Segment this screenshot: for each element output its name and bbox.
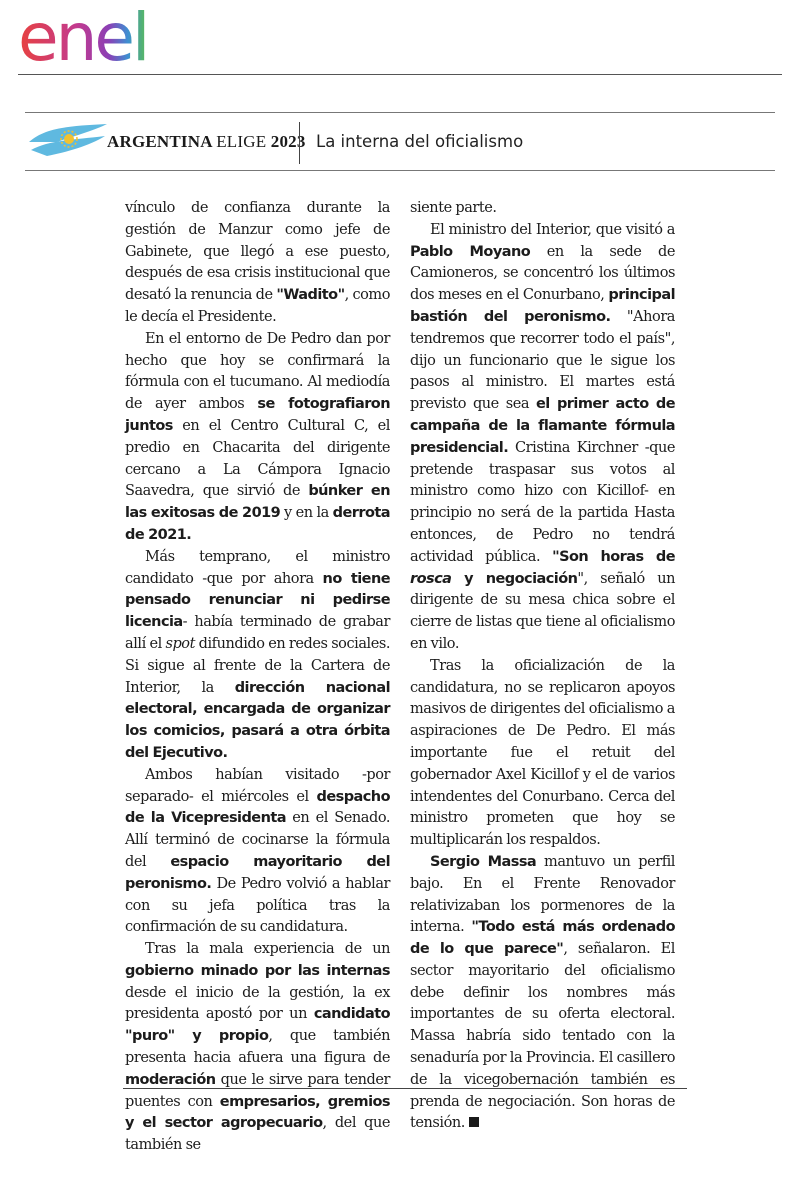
paragraph: Tras la oficialización de la candidatura, no se replicaron apoyos masivos de dirigentes del oficialismo a aspiraciones de De Pedro. El más importante fue el retuit del gobernador Axel Kicillof y el de varios intendentes del Conurbano. Cerca del ministro prometen que hoy se multiplicarán los respaldos. (410, 657, 675, 849)
argentina-elige-brand (107, 132, 306, 152)
article-column-1 (125, 198, 390, 1157)
brand-year: 2023 (270, 132, 306, 151)
enel-logo-mark (18, 4, 188, 68)
section-rule-bottom (25, 170, 775, 171)
paragraph: siente parte. (410, 200, 497, 216)
paragraph: En el entorno de De Pedro dan por hecho que hoy se confirmará la fórmula con el tucumano. Al mediodía de ayer ambos se fotografiaron juntos en el Centro Cultural C, el predio en Chacarita del dirigente cercano a La Cámpora Ignacio Saavedra, que sirvió de búnker en las exitosas de 2019 y en la derrota de 2021. (125, 330, 390, 543)
paragraph: Más temprano, el ministro candidato -que por ahora no tiene pensado renunciar ni pedirse licencia- había terminado de grabar allí el spot difundido en redes sociales. Si sigue al frente de la Cartera de Interior, la dirección nacional electoral, encargada de organizar los comicios, pasará a otra órbita del Ejecutivo. (125, 548, 391, 761)
article-column-2 (410, 198, 675, 1135)
end-of-article-mark (469, 1117, 479, 1127)
brand-word: ELIGE (216, 132, 267, 151)
section-divider (299, 122, 300, 164)
paragraph: El ministro del Interior, que visitó a Pablo Moyano en la sede de Camioneros, se concentró los últimos dos meses en el Conurbano, principal bastión del peronismo. "Ahora tendremos que recorrer todo el país", dijo un funcionario que le sigue los pasos al ministro. El martes está previsto que sea el primer acto de campaña de la flamante fórmula presidencial. Cristina Kirchner -que pretende traspasar sus votos al ministro como hizo con Kicillof- en principio no será de la partida Hasta entonces, de Pedro no tendrá actividad pública. "Son horas de rosca y negociación", señaló un dirigente de su mesa chica sobre el cierre de listas que tiene al oficialismo en vilo. (410, 221, 676, 652)
paragraph: Ambos habían visitado -por separado- el miércoles el despacho de la Vicepresidenta en el Senado. Allí terminó de cocinarse la fórmula del espacio mayoritario del peronismo. De Pedro volvió a hablar con su jefa política tras la confirmación de su candidatura. (125, 766, 391, 936)
enel-logo (18, 4, 188, 68)
section-rule-top (25, 112, 775, 113)
paragraph: Sergio Massa mantuvo un perfil bajo. En el Frente Renovador relativizaban los pormenores de la interna. "Todo está más ordenado de lo que parece", señalaron. El sector mayoritario del oficialismo debe definir los nombres más importantes de su oferta electoral. Massa habría sido tentado con la senaduría por la Provincia. El casillero de la vicegobernación también es prenda de negociación. Son horas de tensión. (410, 853, 676, 1132)
section-header (25, 116, 775, 168)
brand-name: ARGENTINA (107, 132, 212, 151)
bottom-divider (123, 1088, 687, 1089)
section-title: La interna del oficialismo (316, 132, 524, 151)
top-divider (18, 74, 782, 75)
paragraph: Tras la mala experiencia de un gobierno minado por las internas desde el inicio de la gestión, la ex presidenta apostó por un candidato "puro" y propio, que también presenta hacia afuera una figura de moderación que le sirve para tender puentes con empresarios, gremios y el sector agropecuario, del que también se (125, 941, 390, 1154)
argentina-flag-icon (27, 122, 109, 158)
paragraph: vínculo de confianza durante la gestión de Manzur como jefe de Gabinete, que llegó a ese puesto, después de esa crisis institucional que desató la renuncia de "Wadito", como le decía el Presidente. (125, 200, 390, 325)
svg-text:enel: enel (18, 4, 148, 68)
